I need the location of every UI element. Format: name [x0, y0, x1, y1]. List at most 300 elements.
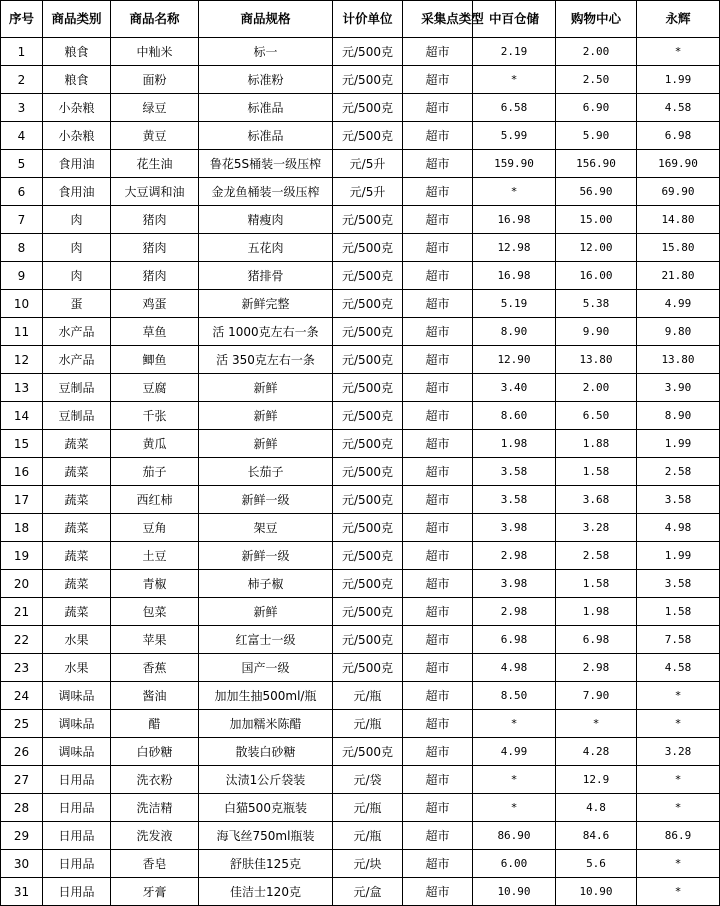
store-1-price-cell: 6.00: [473, 850, 556, 878]
store-1-price-cell: 5.19: [473, 290, 556, 318]
store-2-price-cell: 13.80: [556, 346, 637, 374]
category-cell: 蛋: [43, 290, 111, 318]
unit-cell: 元/500克: [333, 94, 403, 122]
outlet-type-cell: 超市: [403, 66, 473, 94]
outlet-type-cell: 超市: [403, 122, 473, 150]
index-cell: 4: [1, 122, 43, 150]
store-2-price-cell: 15.00: [556, 206, 637, 234]
spec-cell: 红富士一级: [199, 626, 333, 654]
product-name-cell: 醋: [111, 710, 199, 738]
table-row: [1, 346, 720, 374]
category-cell: 蔬菜: [43, 514, 111, 542]
store-3-price-cell: *: [637, 766, 720, 794]
unit-cell: 元/500克: [333, 430, 403, 458]
table-row: [1, 94, 720, 122]
table-row: [1, 458, 720, 486]
index-cell: 10: [1, 290, 43, 318]
product-name-cell: 花生油: [111, 150, 199, 178]
product-name-cell: 包菜: [111, 598, 199, 626]
unit-cell: 元/500克: [333, 514, 403, 542]
category-cell: 食用油: [43, 178, 111, 206]
product-name-cell: 鸡蛋: [111, 290, 199, 318]
store-1-price-cell: 6.98: [473, 626, 556, 654]
store-1-price-cell: *: [473, 794, 556, 822]
outlet-type-cell: 超市: [403, 710, 473, 738]
store-3-price-cell: 169.90: [637, 150, 720, 178]
table-row: [1, 626, 720, 654]
store-3-price-cell: 69.90: [637, 178, 720, 206]
header-outlet-type-label: 采集点类型: [421, 11, 484, 26]
index-cell: 24: [1, 682, 43, 710]
outlet-type-cell: 超市: [403, 682, 473, 710]
store-1-price-cell: 8.50: [473, 682, 556, 710]
unit-cell: 元/500克: [333, 570, 403, 598]
store-2-price-cell: 9.90: [556, 318, 637, 346]
category-cell: 豆制品: [43, 374, 111, 402]
index-cell: 28: [1, 794, 43, 822]
index-cell: 8: [1, 234, 43, 262]
table-header: [1, 1, 720, 38]
outlet-type-cell: 超市: [403, 150, 473, 178]
store-1-price-cell: *: [473, 710, 556, 738]
store-1-price-cell: 2.98: [473, 598, 556, 626]
product-name-cell: 猪肉: [111, 206, 199, 234]
store-2-price-cell: 6.90: [556, 94, 637, 122]
outlet-type-cell: 超市: [403, 542, 473, 570]
store-2-price-cell: 16.00: [556, 262, 637, 290]
table-row: [1, 514, 720, 542]
outlet-type-cell: 超市: [403, 878, 473, 906]
category-cell: 蔬菜: [43, 458, 111, 486]
unit-cell: 元/500克: [333, 738, 403, 766]
table-row: [1, 178, 720, 206]
index-cell: 12: [1, 346, 43, 374]
unit-cell: 元/瓶: [333, 710, 403, 738]
spec-cell: 海飞丝750ml瓶装: [199, 822, 333, 850]
table-row: [1, 430, 720, 458]
spec-cell: 猪排骨: [199, 262, 333, 290]
index-cell: 2: [1, 66, 43, 94]
store-3-price-cell: 15.80: [637, 234, 720, 262]
spec-cell: 新鲜: [199, 374, 333, 402]
product-name-cell: 洗洁精: [111, 794, 199, 822]
outlet-type-cell: 超市: [403, 290, 473, 318]
spec-cell: 国产一级: [199, 654, 333, 682]
outlet-type-cell: 超市: [403, 598, 473, 626]
spec-cell: 新鲜完整: [199, 290, 333, 318]
category-cell: 小杂粮: [43, 94, 111, 122]
outlet-type-cell: 超市: [403, 850, 473, 878]
index-cell: 29: [1, 822, 43, 850]
product-name-cell: 中籼米: [111, 38, 199, 66]
product-name-cell: 香蕉: [111, 654, 199, 682]
header-cell-spec: 商品规格: [199, 1, 333, 38]
spec-cell: 柿子椒: [199, 570, 333, 598]
unit-cell: 元/5升: [333, 150, 403, 178]
header-cell-category: 商品类别: [43, 1, 111, 38]
store-3-price-cell: 9.80: [637, 318, 720, 346]
spec-cell: 新鲜一级: [199, 542, 333, 570]
product-name-cell: 苹果: [111, 626, 199, 654]
product-name-cell: 面粉: [111, 66, 199, 94]
table-row: [1, 150, 720, 178]
store-3-price-cell: 3.58: [637, 486, 720, 514]
product-name-cell: 猪肉: [111, 234, 199, 262]
spec-cell: 白猫500克瓶装: [199, 794, 333, 822]
spec-cell: 架豆: [199, 514, 333, 542]
spec-cell: 加加糯米陈醋: [199, 710, 333, 738]
store-2-price-cell: 12.00: [556, 234, 637, 262]
product-name-cell: 草鱼: [111, 318, 199, 346]
unit-cell: 元/500克: [333, 206, 403, 234]
spec-cell: 鲁花5S桶装一级压榨: [199, 150, 333, 178]
index-cell: 9: [1, 262, 43, 290]
table-row: [1, 402, 720, 430]
store-3-price-cell: *: [637, 682, 720, 710]
unit-cell: 元/500克: [333, 318, 403, 346]
spec-cell: 精瘦肉: [199, 206, 333, 234]
store-3-price-cell: 4.58: [637, 94, 720, 122]
outlet-type-cell: 超市: [403, 346, 473, 374]
unit-cell: 元/500克: [333, 374, 403, 402]
index-cell: 19: [1, 542, 43, 570]
store-1-price-cell: *: [473, 66, 556, 94]
product-name-cell: 洗衣粉: [111, 766, 199, 794]
spec-cell: 活 350克左右一条: [199, 346, 333, 374]
category-cell: 粮食: [43, 38, 111, 66]
category-cell: 水产品: [43, 318, 111, 346]
store-2-price-cell: 3.28: [556, 514, 637, 542]
spec-cell: 长茄子: [199, 458, 333, 486]
outlet-type-cell: 超市: [403, 458, 473, 486]
outlet-type-cell: 超市: [403, 318, 473, 346]
unit-cell: 元/500克: [333, 458, 403, 486]
store-3-price-cell: 14.80: [637, 206, 720, 234]
spec-cell: 五花肉: [199, 234, 333, 262]
store-1-price-cell: *: [473, 766, 556, 794]
store-2-price-cell: 156.90: [556, 150, 637, 178]
store-2-price-cell: 56.90: [556, 178, 637, 206]
category-cell: 日用品: [43, 822, 111, 850]
store-1-price-cell: 3.58: [473, 486, 556, 514]
unit-cell: 元/500克: [333, 290, 403, 318]
store-1-price-cell: 4.99: [473, 738, 556, 766]
product-name-cell: 酱油: [111, 682, 199, 710]
store-3-price-cell: 4.99: [637, 290, 720, 318]
product-name-cell: 白砂糖: [111, 738, 199, 766]
category-cell: 调味品: [43, 710, 111, 738]
index-cell: 14: [1, 402, 43, 430]
index-cell: 3: [1, 94, 43, 122]
store-2-price-cell: 7.90: [556, 682, 637, 710]
category-cell: 水果: [43, 654, 111, 682]
product-name-cell: 洗发液: [111, 822, 199, 850]
store-2-price-cell: 2.00: [556, 374, 637, 402]
index-cell: 6: [1, 178, 43, 206]
store-2-price-cell: 5.38: [556, 290, 637, 318]
store-1-price-cell: 2.19: [473, 38, 556, 66]
store-2-price-cell: 12.9: [556, 766, 637, 794]
store-3-price-cell: 3.28: [637, 738, 720, 766]
outlet-type-cell: 超市: [403, 402, 473, 430]
store-3-price-cell: 8.90: [637, 402, 720, 430]
index-cell: 23: [1, 654, 43, 682]
outlet-type-cell: 超市: [403, 766, 473, 794]
table-row: [1, 122, 720, 150]
index-cell: 11: [1, 318, 43, 346]
category-cell: 调味品: [43, 682, 111, 710]
store-3-price-cell: 3.90: [637, 374, 720, 402]
table-row: [1, 682, 720, 710]
spec-cell: 新鲜: [199, 402, 333, 430]
store-2-price-cell: 2.98: [556, 654, 637, 682]
store-1-price-cell: 3.98: [473, 570, 556, 598]
table-row: [1, 598, 720, 626]
table-row: [1, 486, 720, 514]
product-name-cell: 大豆调和油: [111, 178, 199, 206]
store-2-price-cell: 1.88: [556, 430, 637, 458]
spec-cell: 标准粉: [199, 66, 333, 94]
category-cell: 日用品: [43, 766, 111, 794]
index-cell: 22: [1, 626, 43, 654]
store-3-price-cell: *: [637, 878, 720, 906]
store-1-price-cell: 1.98: [473, 430, 556, 458]
store-1-price-cell: 12.98: [473, 234, 556, 262]
store-3-price-cell: 13.80: [637, 346, 720, 374]
unit-cell: 元/500克: [333, 402, 403, 430]
spec-cell: 佳洁士120克: [199, 878, 333, 906]
store-3-price-cell: *: [637, 710, 720, 738]
table-row: [1, 710, 720, 738]
outlet-type-cell: 超市: [403, 822, 473, 850]
outlet-type-cell: 超市: [403, 654, 473, 682]
unit-cell: 元/500克: [333, 542, 403, 570]
product-name-cell: 千张: [111, 402, 199, 430]
store-2-price-cell: 6.50: [556, 402, 637, 430]
store-3-price-cell: 7.58: [637, 626, 720, 654]
header-cell-store-3: 永辉: [637, 1, 720, 38]
spec-cell: 金龙鱼桶装一级压榨: [199, 178, 333, 206]
header-cell-index: 序号: [1, 1, 43, 38]
product-name-cell: 茄子: [111, 458, 199, 486]
store-3-price-cell: 4.98: [637, 514, 720, 542]
unit-cell: 元/盒: [333, 878, 403, 906]
store-3-price-cell: 3.58: [637, 570, 720, 598]
outlet-type-cell: 超市: [403, 94, 473, 122]
table-row: [1, 206, 720, 234]
outlet-type-cell: 超市: [403, 794, 473, 822]
unit-cell: 元/500克: [333, 66, 403, 94]
table-row: [1, 570, 720, 598]
store-2-price-cell: 84.6: [556, 822, 637, 850]
spec-cell: 标准品: [199, 94, 333, 122]
product-name-cell: 豆角: [111, 514, 199, 542]
spec-cell: 标准品: [199, 122, 333, 150]
store-1-price-cell: 5.99: [473, 122, 556, 150]
store-3-price-cell: 6.98: [637, 122, 720, 150]
spec-cell: 新鲜: [199, 430, 333, 458]
store-2-price-cell: 6.98: [556, 626, 637, 654]
index-cell: 13: [1, 374, 43, 402]
store-1-price-cell: 3.58: [473, 458, 556, 486]
store-2-price-cell: 5.6: [556, 850, 637, 878]
store-1-price-cell: 8.60: [473, 402, 556, 430]
category-cell: 调味品: [43, 738, 111, 766]
table-row: [1, 822, 720, 850]
index-cell: 16: [1, 458, 43, 486]
index-cell: 1: [1, 38, 43, 66]
spec-cell: 活 1000克左右一条: [199, 318, 333, 346]
spec-cell: 新鲜一级: [199, 486, 333, 514]
store-1-price-cell: 8.90: [473, 318, 556, 346]
outlet-type-cell: 超市: [403, 38, 473, 66]
category-cell: 日用品: [43, 850, 111, 878]
unit-cell: 元/500克: [333, 262, 403, 290]
category-cell: 肉: [43, 206, 111, 234]
category-cell: 小杂粮: [43, 122, 111, 150]
product-name-cell: 豆腐: [111, 374, 199, 402]
category-cell: 粮食: [43, 66, 111, 94]
unit-cell: 元/瓶: [333, 794, 403, 822]
index-cell: 17: [1, 486, 43, 514]
unit-cell: 元/500克: [333, 598, 403, 626]
category-cell: 肉: [43, 234, 111, 262]
category-cell: 水产品: [43, 346, 111, 374]
header-cell-outlet-type: [403, 1, 484, 38]
unit-cell: 元/500克: [333, 38, 403, 66]
category-cell: 蔬菜: [43, 570, 111, 598]
product-name-cell: 鲫鱼: [111, 346, 199, 374]
store-3-price-cell: *: [637, 38, 720, 66]
outlet-type-cell: 超市: [403, 430, 473, 458]
category-cell: 日用品: [43, 878, 111, 906]
unit-cell: 元/500克: [333, 654, 403, 682]
store-3-price-cell: 1.99: [637, 430, 720, 458]
store-2-price-cell: 3.68: [556, 486, 637, 514]
index-cell: 21: [1, 598, 43, 626]
header-row: [1, 1, 720, 38]
table-row: [1, 878, 720, 906]
index-cell: 26: [1, 738, 43, 766]
product-name-cell: 香皂: [111, 850, 199, 878]
spec-cell: 散装白砂糖: [199, 738, 333, 766]
unit-cell: 元/500克: [333, 346, 403, 374]
index-cell: 31: [1, 878, 43, 906]
header-cell-unit: 计价单位: [333, 1, 403, 38]
category-cell: 蔬菜: [43, 598, 111, 626]
product-name-cell: 西红柿: [111, 486, 199, 514]
index-cell: 18: [1, 514, 43, 542]
store-2-price-cell: 5.90: [556, 122, 637, 150]
unit-cell: 元/500克: [333, 626, 403, 654]
outlet-type-cell: 超市: [403, 262, 473, 290]
store-1-price-cell: *: [473, 178, 556, 206]
store-2-price-cell: 4.8: [556, 794, 637, 822]
store-2-price-cell: 1.58: [556, 570, 637, 598]
store-1-price-cell: 4.98: [473, 654, 556, 682]
table-row: [1, 262, 720, 290]
store-3-price-cell: 2.58: [637, 458, 720, 486]
unit-cell: 元/袋: [333, 766, 403, 794]
category-cell: 蔬菜: [43, 486, 111, 514]
index-cell: 7: [1, 206, 43, 234]
product-name-cell: 土豆: [111, 542, 199, 570]
category-cell: 肉: [43, 262, 111, 290]
category-cell: 蔬菜: [43, 430, 111, 458]
table-row: [1, 38, 720, 66]
header-cell-store-2: 购物中心: [556, 1, 637, 38]
store-1-price-cell: 6.58: [473, 94, 556, 122]
outlet-type-cell: 超市: [403, 738, 473, 766]
spec-cell: 新鲜: [199, 598, 333, 626]
unit-cell: 元/500克: [333, 234, 403, 262]
category-cell: 蔬菜: [43, 542, 111, 570]
index-cell: 5: [1, 150, 43, 178]
store-2-price-cell: 2.58: [556, 542, 637, 570]
store-3-price-cell: 1.58: [637, 598, 720, 626]
product-name-cell: 绿豆: [111, 94, 199, 122]
outlet-type-cell: 超市: [403, 374, 473, 402]
unit-cell: 元/瓶: [333, 682, 403, 710]
store-3-price-cell: *: [637, 794, 720, 822]
unit-cell: 元/5升: [333, 178, 403, 206]
store-3-price-cell: 86.9: [637, 822, 720, 850]
store-1-price-cell: 2.98: [473, 542, 556, 570]
store-3-price-cell: *: [637, 850, 720, 878]
store-3-price-cell: 1.99: [637, 66, 720, 94]
store-3-price-cell: 21.80: [637, 262, 720, 290]
category-cell: 日用品: [43, 794, 111, 822]
store-2-price-cell: 10.90: [556, 878, 637, 906]
table-row: [1, 66, 720, 94]
store-2-price-cell: *: [556, 710, 637, 738]
store-3-price-cell: 1.99: [637, 542, 720, 570]
store-2-price-cell: 2.50: [556, 66, 637, 94]
product-name-cell: 青椒: [111, 570, 199, 598]
table-row: [1, 738, 720, 766]
unit-cell: 元/瓶: [333, 822, 403, 850]
product-name-cell: 牙膏: [111, 878, 199, 906]
table-row: [1, 766, 720, 794]
outlet-type-cell: 超市: [403, 234, 473, 262]
store-2-price-cell: 2.00: [556, 38, 637, 66]
store-1-price-cell: 3.40: [473, 374, 556, 402]
header-cell-store-1: 中百仓储: [473, 1, 556, 38]
header-cell-product-name: 商品名称: [111, 1, 199, 38]
store-3-price-cell: 4.58: [637, 654, 720, 682]
unit-cell: 元/500克: [333, 486, 403, 514]
table-row: [1, 374, 720, 402]
store-2-price-cell: 1.58: [556, 458, 637, 486]
store-2-price-cell: 4.28: [556, 738, 637, 766]
outlet-type-cell: 超市: [403, 178, 473, 206]
product-name-cell: 黄瓜: [111, 430, 199, 458]
outlet-type-cell: 超市: [403, 570, 473, 598]
table-row: [1, 794, 720, 822]
category-cell: 豆制品: [43, 402, 111, 430]
outlet-type-cell: 超市: [403, 514, 473, 542]
outlet-type-cell: 超市: [403, 206, 473, 234]
category-cell: 水果: [43, 626, 111, 654]
spec-cell: 标一: [199, 38, 333, 66]
table-row: [1, 234, 720, 262]
store-1-price-cell: 16.98: [473, 206, 556, 234]
unit-cell: 元/块: [333, 850, 403, 878]
store-2-price-cell: 1.98: [556, 598, 637, 626]
store-1-price-cell: 86.90: [473, 822, 556, 850]
product-name-cell: 黄豆: [111, 122, 199, 150]
store-1-price-cell: 3.98: [473, 514, 556, 542]
